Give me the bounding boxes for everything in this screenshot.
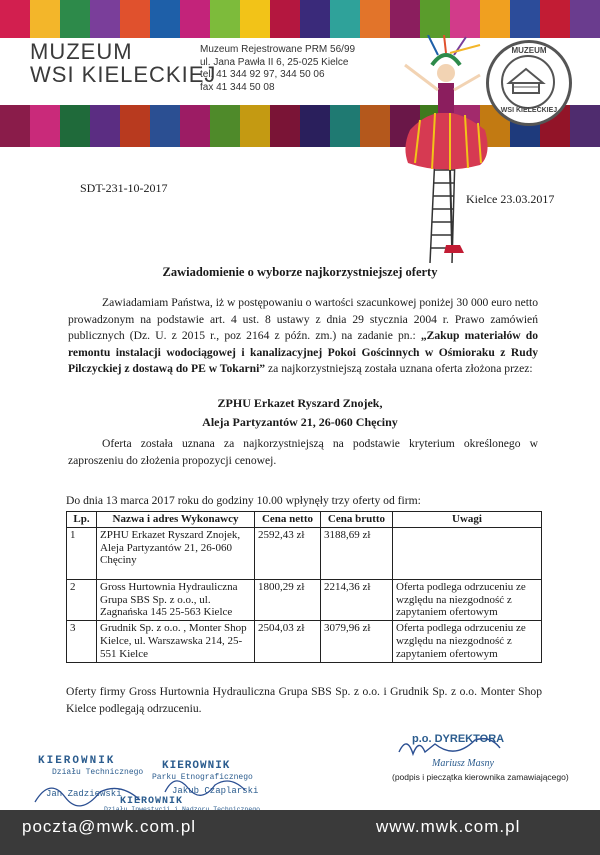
museum-seal (486, 40, 572, 126)
paragraph-rejected: Oferty firmy Gross Hurtownia Hydrauliczna Grupa SBS Sp. z o.o. i Grudnik Sp. z o.o. Monter Shop Kielce podlegają odrzuceniu. (66, 685, 542, 715)
stripe (0, 0, 30, 40)
paragraph-notice-text: Zawiadamiam Państwa, iż w postępowaniu o wartości szacunkowej poniżej 30 000 euro netto prowadzonym na podstawie art. 4 ust. 8 ustawy z dnia 29 stycznia 2004 r. Prawo zamówień publicznych (Dz. U. z 2015 r., poz 2164 z późn. zm.) na zadanie pn.: (68, 296, 538, 342)
contact-line: ul. Jana Pawła II 6, 25-025 Kielce (200, 56, 349, 68)
contact-block (200, 44, 355, 94)
document-title: Zawiadomienie o wyborze najkorzystniejszej oferty (162, 265, 438, 279)
stripe (300, 0, 330, 40)
stripe (90, 0, 120, 40)
winner-address: Aleja Partyzantów 21, 26-060 Chęciny (202, 415, 398, 429)
contact-line: tel. 41 344 92 97, 344 50 06 (200, 69, 325, 80)
footer-website: www.mwk.com.pl (376, 817, 521, 836)
stripe (180, 0, 210, 40)
stripe (90, 105, 120, 147)
cell-lp: 3 (67, 621, 97, 662)
cell-brutto: 2214,36 zł (321, 579, 393, 620)
stripe (210, 105, 240, 147)
column-header: Lp. (67, 512, 97, 528)
column-header: Cena brutto (321, 512, 393, 528)
seal-text-bottom: WSI KIELECKIEJ (500, 107, 558, 114)
stripe (210, 0, 240, 40)
stamp-investment-title: KIEROWNIK (120, 796, 184, 807)
table-row (67, 527, 542, 579)
stripe (570, 0, 600, 40)
cell-brutto: 3188,69 zł (321, 527, 393, 579)
stripe (30, 0, 60, 40)
stripe (300, 105, 330, 147)
cell-lp: 1 (67, 527, 97, 579)
paragraph-notice-end: za najkorzystniejszą została uznana oferta złożona przez: (265, 362, 533, 375)
table-header-row (67, 512, 542, 528)
column-header: Uwagi (393, 512, 542, 528)
stamp-park-title: KIEROWNIK (162, 760, 231, 772)
stamp-park-sub: Parku Etnograficznego (152, 773, 253, 782)
signature-park (160, 770, 250, 800)
paragraph-criterion: Oferta została uznana za najkorzystniejszą na podstawie kryterium określonego w zaproszeniu do złożenia propozycji cenowej. (68, 437, 538, 467)
table-intro: Do dnia 13 marca 2017 roku do godziny 10.00 wpłynęły trzy oferty od firm: (66, 494, 421, 507)
cell-uwagi: Oferta podlega odrzuceniu ze względu na niezgodność z zapytaniem ofertowym (393, 579, 542, 620)
stripe (120, 105, 150, 147)
stripe (330, 105, 360, 147)
stripe (240, 0, 270, 40)
stripe (180, 105, 210, 147)
footer-email: poczta@mwk.com.pl (22, 817, 197, 836)
stripe (390, 0, 420, 40)
stripe (450, 0, 480, 40)
stripe (510, 0, 540, 40)
table-row (67, 621, 542, 662)
stripe (120, 0, 150, 40)
stamp-park-name: Jakub Czaplarski (172, 786, 259, 796)
cell-brutto: 3079,96 zł (321, 621, 393, 662)
stripe (360, 0, 390, 40)
stamp-technical-name: Jan Zadziewski (46, 789, 122, 799)
cell-uwagi: Oferta podlega odrzuceniu ze względu na niezgodność z zapytaniem ofertowym (393, 621, 542, 662)
cell-lp: 2 (67, 579, 97, 620)
museum-logo (30, 40, 216, 86)
stripe (60, 105, 90, 147)
column-header: Cena netto (255, 512, 321, 528)
stripe (480, 0, 510, 40)
contact-line: fax 41 344 50 08 (200, 81, 275, 93)
director-name: Mariusz Masny (432, 758, 494, 769)
stripe (30, 105, 60, 147)
stripe (150, 0, 180, 40)
director-stamp-title: p.o. DYREKTORA (412, 733, 505, 745)
stripe (420, 0, 450, 40)
seal-inner-ring (501, 55, 555, 109)
cell-name: Gross Hurtownia Hydrauliczna Grupa SBS Sp. z o.o., ul. Zagnańska 145 25-563 Kielce (97, 579, 255, 620)
stripe (330, 0, 360, 40)
winner-name: ZPHU Erkazet Ryszard Znojek, (217, 396, 383, 410)
contact-line: Muzeum Rejestrowane PRM 56/99 (200, 44, 356, 55)
museum-name-line2: WSI KIELECKIEJ (30, 62, 217, 88)
stripe (60, 0, 90, 40)
stripe (570, 105, 600, 147)
stripe (270, 105, 300, 147)
house-icon (503, 57, 549, 103)
folk-doll-illustration (380, 35, 500, 265)
cell-name: ZPHU Erkazet Ryszard Znojek, Aleja Partyzantów 21, 26-060 Chęciny (97, 527, 255, 579)
stripe (240, 105, 270, 147)
paragraph-notice (68, 295, 538, 378)
stripe (270, 0, 300, 40)
stripe (150, 105, 180, 147)
offers-table (66, 511, 542, 663)
stripe (0, 105, 30, 147)
cell-netto: 1800,29 zł (255, 579, 321, 620)
stripe (540, 0, 570, 40)
cell-uwagi (393, 527, 542, 579)
seal-text-top: MUZEUM (511, 46, 547, 55)
museum-name-line1: MUZEUM (30, 39, 133, 64)
column-header: Nazwa i adres Wykonawcy (97, 512, 255, 528)
stamp-technical-title: KIEROWNIK (38, 755, 116, 767)
cell-netto: 2592,43 zł (255, 527, 321, 579)
signature-caption: (podpis i pieczątka kierownika zamawiającego) (392, 772, 569, 782)
cell-name: Grudnik Sp. z o.o. , Monter Shop Kielce, ul. Warszawska 214, 25-551 Kielce (97, 621, 255, 662)
header-top-stripes (0, 0, 600, 40)
stamp-technical-sub: Działu Technicznego (52, 768, 144, 777)
cell-netto: 2504,03 zł (255, 621, 321, 662)
signature-technical (30, 772, 160, 812)
document-reference: SDT-231-10-2017 (80, 181, 168, 195)
table-row (67, 579, 542, 620)
task-name: „Zakup materiałów do remontu instalacji wodociągowej i kanalizacyjnej Pokoi Gościnnych w Ośmioraku z Rudy Pilczyckiej z dostawą do PE w Tokarni” (68, 329, 538, 375)
document-date: Kielce 23.03.2017 (466, 192, 555, 206)
